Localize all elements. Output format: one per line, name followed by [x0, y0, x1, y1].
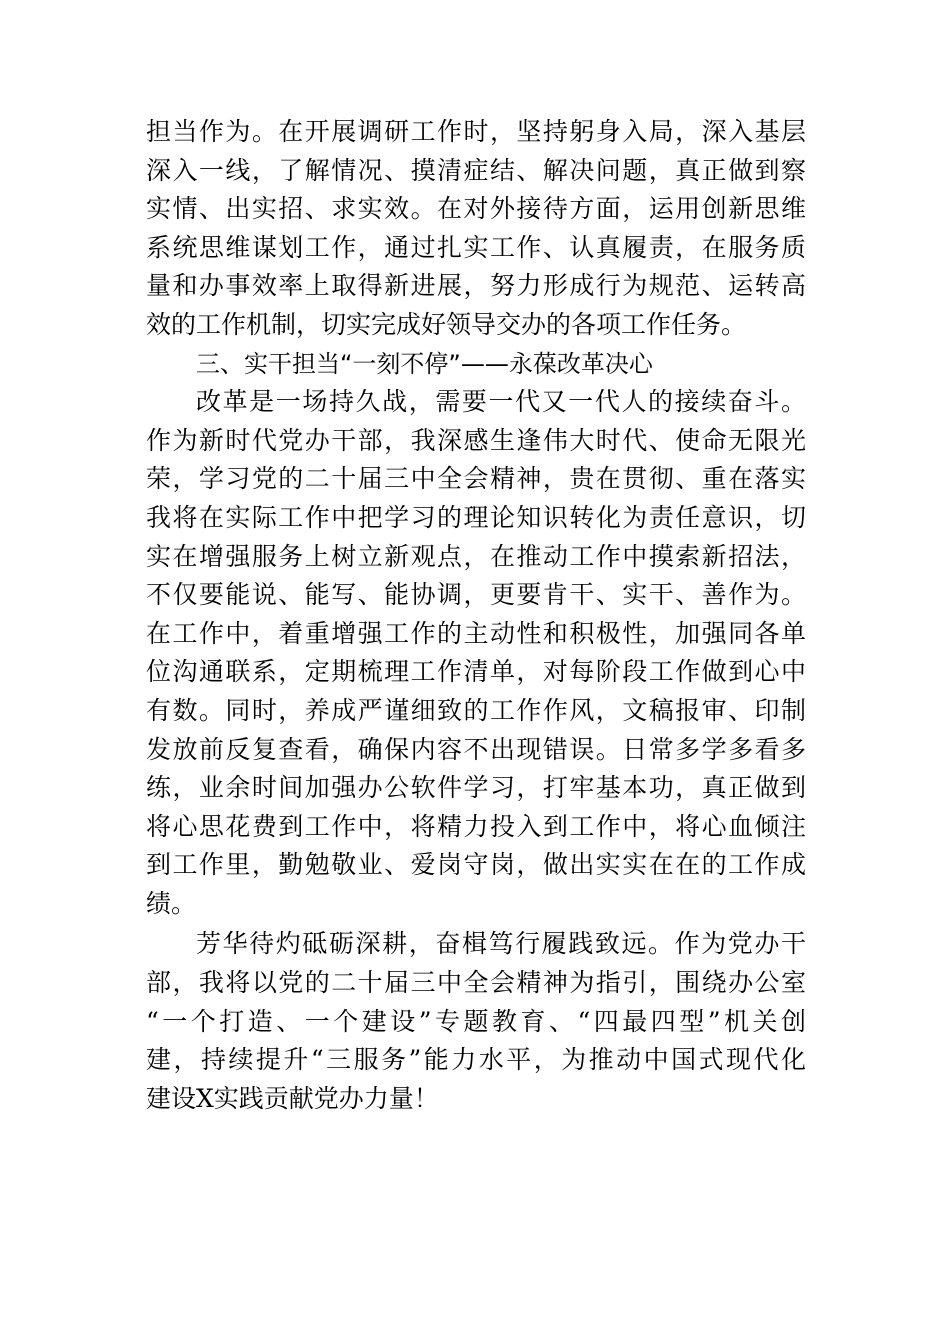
section-heading — [146, 345, 806, 384]
paragraph-work-practice — [146, 113, 806, 345]
text-line: 作为新时代党办干部，我深感生逢伟大时代、使命无限光 — [146, 425, 806, 455]
text-line: 荣，学习党的二十届三中全会精神，贵在贯彻、重在落实 — [146, 464, 806, 494]
text-line: 部，我将以党的二十届三中全会精神为指引，围绕办公室 — [146, 968, 806, 998]
heading-text: 三、实干担当“一刻不停”——永葆改革决心 — [196, 349, 653, 378]
text-line: 将心思花费到工作中，将精力投入到工作中，将心血倾注 — [146, 811, 806, 841]
text-line: 发放前反复查看，确保内容不出现错误。日常多学多看多 — [146, 734, 806, 764]
text-line: 效的工作机制，切实完成好领导交办的各项工作任务。 — [146, 309, 747, 339]
text-line: 实在增强服务上树立新观点，在推动工作中摸索新招法， — [146, 541, 806, 571]
text-line: 绩。 — [146, 888, 197, 918]
text-line: 深入一线，了解情况、摸清症结、解决问题，真正做到察 — [146, 155, 806, 185]
text-line: 芳华待灼砥砺深耕，奋楫笃行履践致远。作为党办干 — [196, 929, 806, 959]
text-line: 练，业余时间加强办公软件学习，打牢基本功，真正做到 — [146, 773, 806, 803]
text-line: 系统思维谋划工作，通过扎实工作、认真履责，在服务质 — [146, 232, 806, 262]
text-line: 不仅要能说、能写、能协调，更要肯干、实干、善作为。 — [146, 580, 806, 610]
text-line: 实情、出实招、求实效。在对外接待方面，运用创新思维 — [146, 194, 806, 224]
text-line: 位沟通联系，定期梳理工作清单，对每阶段工作做到心中 — [146, 657, 806, 687]
text-line: 建，持续提升“三服务”能力水平，为推动中国式现代化 — [146, 1045, 806, 1075]
text-line: 有数。同时，养成严谨细致的工作作风，文稿报审、印制 — [146, 695, 806, 725]
text-line: 我将在实际工作中把学习的理论知识转化为责任意识，切 — [146, 502, 806, 532]
paragraph-conclusion — [146, 925, 806, 1118]
text-line: 担当作为。在开展调研工作时，坚持躬身入局，深入基层 — [146, 117, 806, 146]
text-line: 量和办事效率上取得新进展，努力形成行为规范、运转高 — [146, 271, 806, 301]
text-line: 建设X实践贡献党办力量！ — [146, 1083, 439, 1113]
text-line: 在工作中，着重增强工作的主动性和积极性，加强同各单 — [146, 618, 806, 648]
text-line: “一个打造、一个建设”专题教育、“四最四型”机关创 — [146, 1006, 806, 1036]
paragraph-reform — [146, 383, 806, 923]
text-line: 改革是一场持久战，需要一代又一代人的接续奋斗。 — [196, 387, 806, 417]
document-body — [146, 113, 806, 1118]
text-line: 到工作里，勤勉敬业、爱岗守岗，做出实实在在的工作成 — [146, 850, 806, 880]
